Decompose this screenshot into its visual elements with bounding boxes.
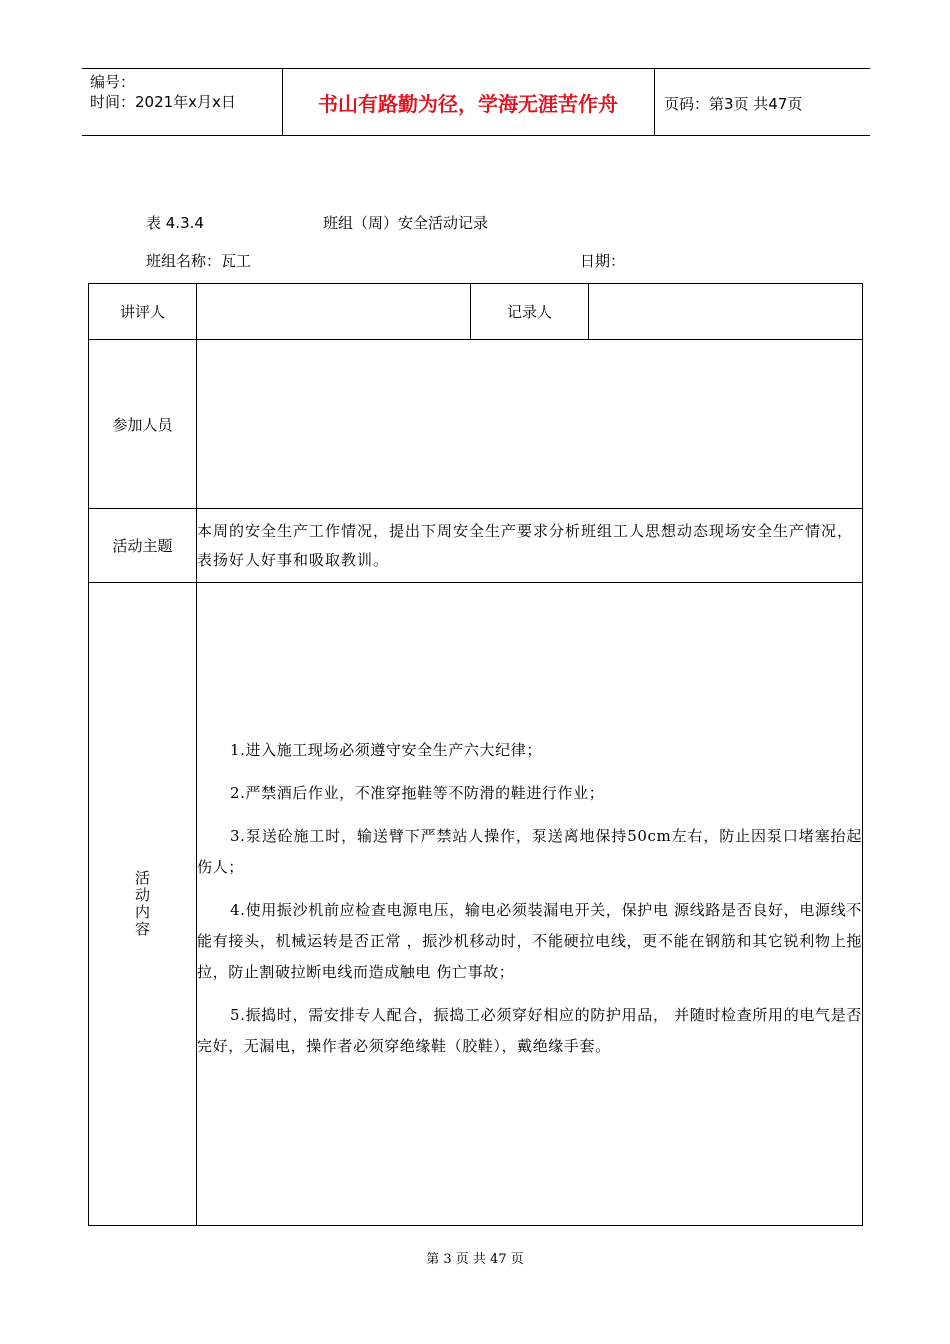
header-slogan: 书山有路勤为径，学海无涯苦作舟 xyxy=(318,91,618,116)
table-row xyxy=(89,340,863,509)
table-title: 班组（周）安全活动记录 xyxy=(323,214,489,232)
table-row xyxy=(89,284,863,340)
content-label-cell xyxy=(89,583,197,1226)
reviewer-field[interactable] xyxy=(197,284,471,340)
participants-field[interactable] xyxy=(197,340,863,509)
participants-label: 参加人员 xyxy=(89,340,197,509)
content-item: 1.进入施工现场必须遵守安全生产六大纪律； xyxy=(230,740,542,759)
team-name: 班组名称：瓦工 xyxy=(146,252,252,270)
table-row xyxy=(89,583,863,1226)
page-footer: 第 3 页 共 47 页 xyxy=(426,1252,524,1267)
date-label: 日期： xyxy=(580,252,626,270)
content-item: 5.振捣时，需安排专人配合，振捣工必须穿好相应的防护用品， 并随时检查所用的电气是否完好，无漏电，操作者必须穿绝缘鞋（胶鞋），戴绝缘手套。 xyxy=(197,1005,862,1055)
theme-text: 本周的安全生产工作情况，提出下周安全生产要求分析班组工人思想动态现场安全生产情况，表扬好人好事和吸取教训。 xyxy=(197,509,863,583)
recorder-label: 记录人 xyxy=(471,284,589,340)
safety-activity-record-table xyxy=(88,283,863,1226)
recorder-field[interactable] xyxy=(589,284,863,340)
document-number-label: 编号： xyxy=(90,73,136,91)
header-page-info: 页码：第3页 共47页 xyxy=(664,95,803,113)
theme-label: 活动主题 xyxy=(89,509,197,583)
table-row xyxy=(89,509,863,583)
content-label: 活动内容 xyxy=(134,869,150,938)
document-time: 时间：2021年x月x日 xyxy=(90,93,236,111)
content-item: 4.使用振沙机前应检查电源电压，输电必须装漏电开关，保护电 源线路是否良好，电源线不能有接头，机械运转是否正常 ，振沙机移动时，不能硬拉电线，更不能在钢筋和其它锐利物上拖拉，防止割破拉断电线而造成触电 伤亡事故； xyxy=(197,900,862,981)
content-item: 2.严禁酒后作业，不准穿拖鞋等不防滑的鞋进行作业； xyxy=(230,783,605,802)
content-body xyxy=(197,583,863,1226)
content-item: 3.泵送砼施工时，输送臂下严禁站人操作，泵送离地保持50cm左右，防止因泵口堵塞抬起伤人； xyxy=(197,826,862,876)
header-meta xyxy=(90,72,236,112)
reviewer-label: 讲评人 xyxy=(89,284,197,340)
table-code: 表 4.3.4 xyxy=(146,214,204,232)
header-divider xyxy=(654,68,655,136)
